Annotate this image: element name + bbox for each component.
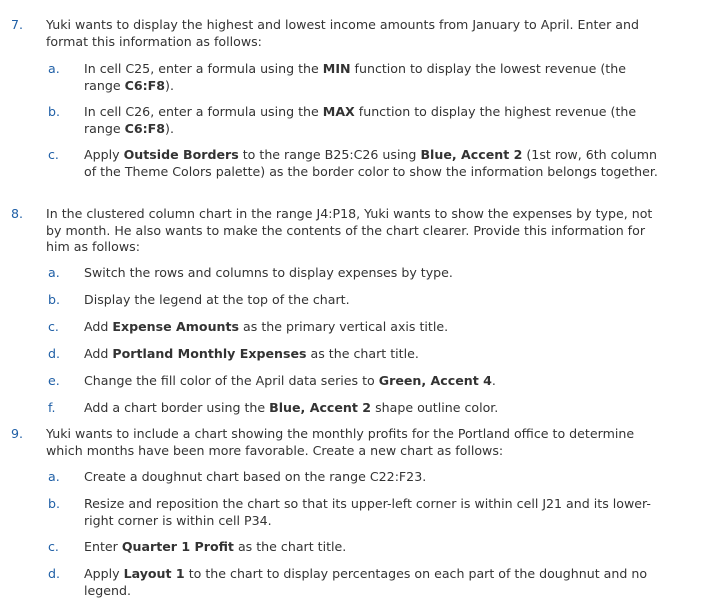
- sub-text: Apply Outside Borders to the range B25:C26 using Blue, Accent 2 (1st row, 6th column of the Theme Colors palette) as the border color to show the information belongs together.: [84, 147, 658, 179]
- item-text: Yuki wants to include a chart showing the monthly profits for the Portland office to determine which months have been more favorable. Create a new chart as follows:: [46, 426, 635, 458]
- sub-text: Change the fill color of the April data series to Green, Accent 4.: [84, 373, 496, 388]
- sub-letter: c.: [48, 147, 59, 162]
- sub-letter: a.: [48, 265, 60, 280]
- sub-text: Switch the rows and columns to display expenses by type.: [84, 265, 453, 280]
- sub-letter: f.: [48, 400, 56, 415]
- sub-letter: b.: [48, 104, 60, 119]
- sub-text: Add Expense Amounts as the primary vertical axis title.: [84, 319, 449, 334]
- sub-text: Apply Layout 1 to the chart to display percentages on each part of the doughnut and no legend.: [84, 566, 648, 598]
- sub-text: In cell C26, enter a formula using the MAX function to display the highest revenue (the range C6:F8).: [84, 104, 637, 136]
- sub-letter: a.: [48, 61, 60, 76]
- sub-letter: d.: [48, 346, 60, 361]
- sub-text: Add a chart border using the Blue, Accent 2 shape outline color.: [84, 400, 499, 415]
- sub-letter: d.: [48, 566, 60, 581]
- item-text: Yuki wants to display the highest and lowest income amounts from January to April. Enter and format this information as follows:: [46, 17, 639, 49]
- sub-letter: a.: [48, 469, 60, 484]
- sub-text: Display the legend at the top of the chart.: [84, 292, 350, 307]
- item-number: 7.: [11, 17, 24, 32]
- sub-letter: b.: [48, 292, 60, 307]
- sub-text: Add Portland Monthly Expenses as the chart title.: [84, 346, 419, 361]
- item-number: 8.: [11, 206, 24, 221]
- sub-text: Enter Quarter 1 Profit as the chart title.: [84, 539, 347, 554]
- sub-letter: e.: [48, 373, 60, 388]
- sub-letter: b.: [48, 496, 60, 511]
- item-number: 9.: [11, 426, 24, 441]
- item-text: In the clustered column chart in the range J4:P18, Yuki wants to show the expenses by type, not by month. He also wants to make the contents of the chart clearer. Provide this information for him as follows:: [46, 206, 653, 254]
- sub-text: In cell C25, enter a formula using the MIN function to display the lowest revenue (the range C6:F8).: [84, 61, 626, 93]
- sub-letter: c.: [48, 319, 59, 334]
- sub-text: Create a doughnut chart based on the range C22:F23.: [84, 469, 427, 484]
- sub-text: Resize and reposition the chart so that its upper-left corner is within cell J21 and its lower-right corner is within cell P34.: [84, 496, 651, 528]
- sub-letter: c.: [48, 539, 59, 554]
